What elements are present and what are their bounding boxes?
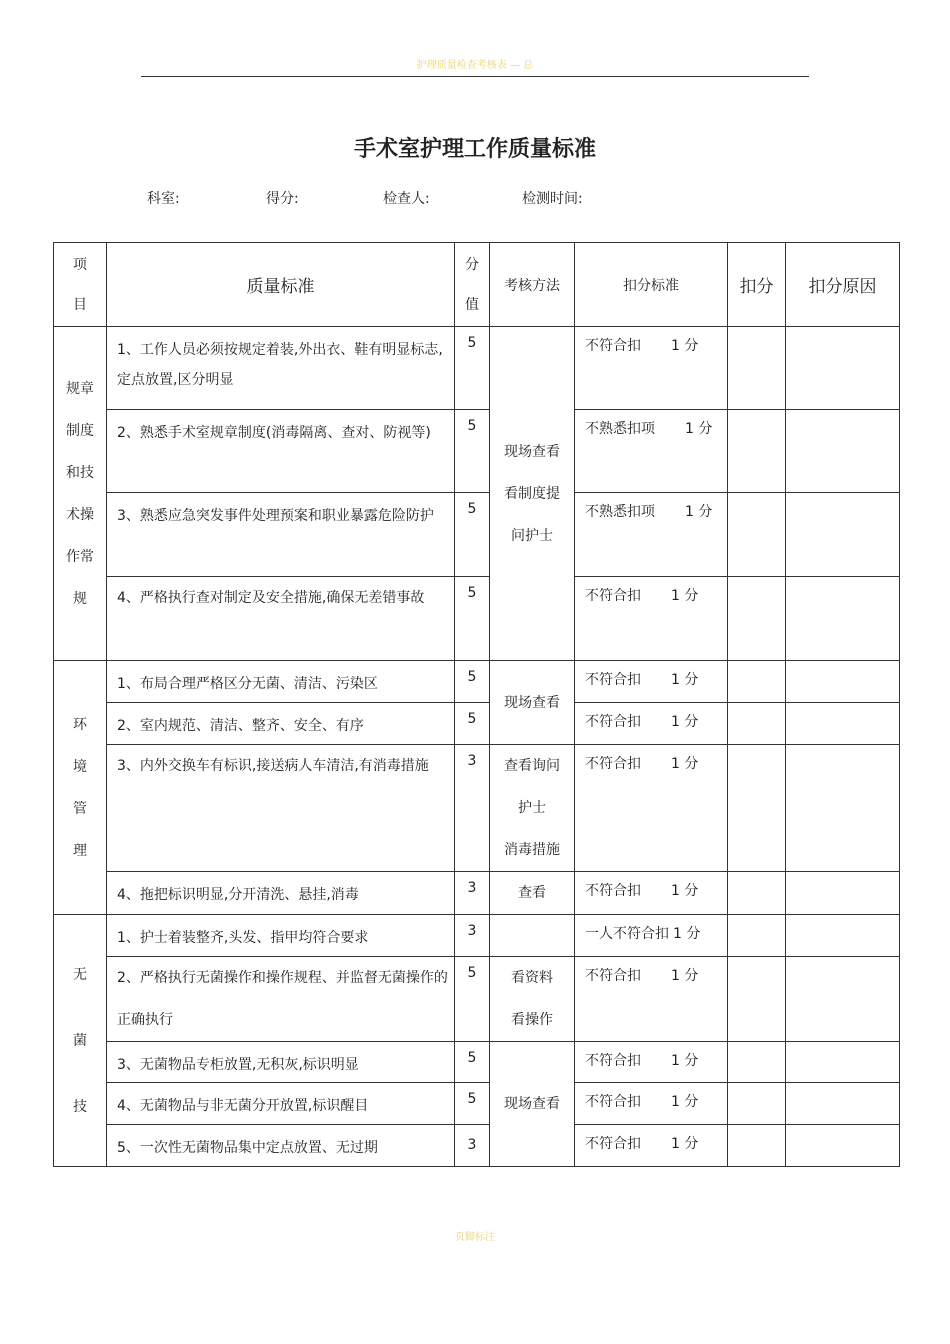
score-cell: 5 bbox=[455, 661, 490, 703]
deduct-input-cell[interactable] bbox=[728, 703, 786, 745]
table-row bbox=[54, 661, 900, 703]
header-method: 考核方法 bbox=[490, 243, 575, 327]
standard-cell: 3、熟悉应急突发事件处理预案和职业暴露危险防护 bbox=[107, 493, 455, 577]
method-cell: 查看询问 护士 消毒措施 bbox=[490, 745, 575, 872]
standard-cell: 1、护士着装整齐,头发、指甲均符合要求 bbox=[107, 915, 455, 957]
reason-input-cell[interactable] bbox=[786, 1083, 900, 1125]
table-row bbox=[54, 410, 900, 493]
reason-input-cell[interactable] bbox=[786, 703, 900, 745]
page-footer: 页脚标注 bbox=[455, 1232, 495, 1243]
category-cell: 环 境 管 理 bbox=[54, 661, 107, 915]
method-cell: 查看 bbox=[490, 872, 575, 915]
deduct-std-cell: 不符合扣 1 分 bbox=[575, 661, 728, 703]
deduct-std-cell: 不符合扣 1 分 bbox=[575, 1083, 728, 1125]
method-cell: 看资料 看操作 bbox=[490, 957, 575, 1042]
reason-input-cell[interactable] bbox=[786, 957, 900, 1042]
reason-input-cell[interactable] bbox=[786, 1042, 900, 1083]
standard-cell: 4、拖把标识明显,分开清洗、悬挂,消毒 bbox=[107, 872, 455, 915]
table-header-row bbox=[54, 243, 900, 327]
score-cell: 5 bbox=[455, 1042, 490, 1083]
running-header: 护理质量检查考核表 — 总 bbox=[416, 60, 534, 71]
header-deduct-std: 扣分标准 bbox=[575, 243, 728, 327]
deduct-std-cell: 一人不符合扣 1 分 bbox=[575, 915, 728, 957]
score-cell: 5 bbox=[455, 493, 490, 577]
deduct-std-cell: 不符合扣 1 分 bbox=[575, 327, 728, 410]
method-cell: 现场查看 看制度提 问护士 bbox=[490, 327, 575, 661]
reason-input-cell[interactable] bbox=[786, 327, 900, 410]
deduct-input-cell[interactable] bbox=[728, 957, 786, 1042]
standard-cell: 2、室内规范、清洁、整齐、安全、有序 bbox=[107, 703, 455, 745]
deduct-input-cell[interactable] bbox=[728, 872, 786, 915]
score-cell: 5 bbox=[455, 703, 490, 745]
time-label: 检测时间: bbox=[522, 191, 583, 207]
reason-input-cell[interactable] bbox=[786, 745, 900, 872]
deduct-std-cell: 不符合扣 1 分 bbox=[575, 577, 728, 661]
score-cell: 3 bbox=[455, 915, 490, 957]
deduct-std-cell: 不符合扣 1 分 bbox=[575, 703, 728, 745]
table-row bbox=[54, 577, 900, 661]
category-cell: 无 菌 技 bbox=[54, 915, 107, 1167]
deduct-input-cell[interactable] bbox=[728, 327, 786, 410]
deduct-input-cell[interactable] bbox=[728, 1042, 786, 1083]
score-cell: 3 bbox=[455, 745, 490, 872]
header-reason: 扣分原因 bbox=[786, 243, 900, 327]
method-cell: 现场查看 bbox=[490, 661, 575, 745]
deduct-std-cell: 不符合扣 1 分 bbox=[575, 745, 728, 872]
reason-input-cell[interactable] bbox=[786, 915, 900, 957]
standard-cell: 3、无菌物品专柜放置,无积灰,标识明显 bbox=[107, 1042, 455, 1083]
standard-cell: 2、严格执行无菌操作和操作规程、并监督无菌操作的正确执行 bbox=[107, 957, 455, 1042]
deduct-input-cell[interactable] bbox=[728, 661, 786, 703]
deduct-input-cell[interactable] bbox=[728, 915, 786, 957]
method-cell: 现场查看 bbox=[490, 1042, 575, 1167]
dept-label: 科室: bbox=[147, 191, 180, 207]
standard-cell: 1、布局合理严格区分无菌、清洁、污染区 bbox=[107, 661, 455, 703]
deduct-input-cell[interactable] bbox=[728, 1125, 786, 1167]
table-row bbox=[54, 1042, 900, 1083]
standard-cell: 3、内外交换车有标识,接送病人车清洁,有消毒措施 bbox=[107, 745, 455, 872]
reason-input-cell[interactable] bbox=[786, 872, 900, 915]
deduct-std-cell: 不符合扣 1 分 bbox=[575, 1042, 728, 1083]
reason-input-cell[interactable] bbox=[786, 493, 900, 577]
score-label: 得分: bbox=[266, 191, 299, 207]
table-row bbox=[54, 703, 900, 745]
standard-cell: 4、无菌物品与非无菌分开放置,标识醒目 bbox=[107, 1083, 455, 1125]
table-row bbox=[54, 1083, 900, 1125]
reason-input-cell[interactable] bbox=[786, 577, 900, 661]
deduct-std-cell: 不熟悉扣项 1 分 bbox=[575, 493, 728, 577]
table-row bbox=[54, 872, 900, 915]
deduct-input-cell[interactable] bbox=[728, 410, 786, 493]
deduct-input-cell[interactable] bbox=[728, 493, 786, 577]
header-rule bbox=[141, 76, 809, 77]
standard-cell: 5、一次性无菌物品集中定点放置、无过期 bbox=[107, 1125, 455, 1167]
header-item: 项 目 bbox=[54, 243, 107, 327]
score-cell: 5 bbox=[455, 327, 490, 410]
score-cell: 5 bbox=[455, 410, 490, 493]
table-row bbox=[54, 957, 900, 1042]
score-cell: 5 bbox=[455, 577, 490, 661]
deduct-input-cell[interactable] bbox=[728, 745, 786, 872]
standard-cell: 2、熟悉手术室规章制度(消毒隔离、查对、防视等) bbox=[107, 410, 455, 493]
reason-input-cell[interactable] bbox=[786, 410, 900, 493]
deduct-input-cell[interactable] bbox=[728, 1083, 786, 1125]
deduct-std-cell: 不符合扣 1 分 bbox=[575, 872, 728, 915]
table-row bbox=[54, 327, 900, 410]
quality-table bbox=[53, 242, 900, 1167]
inspector-label: 检查人: bbox=[383, 191, 430, 207]
deduct-std-cell: 不符合扣 1 分 bbox=[575, 957, 728, 1042]
method-cell bbox=[490, 915, 575, 957]
reason-input-cell[interactable] bbox=[786, 661, 900, 703]
score-cell: 5 bbox=[455, 1083, 490, 1125]
score-cell: 3 bbox=[455, 872, 490, 915]
table-row bbox=[54, 493, 900, 577]
deduct-std-cell: 不符合扣 1 分 bbox=[575, 1125, 728, 1167]
table-row bbox=[54, 745, 900, 872]
score-cell: 5 bbox=[455, 957, 490, 1042]
table-row bbox=[54, 1125, 900, 1167]
deduct-input-cell[interactable] bbox=[728, 577, 786, 661]
score-cell: 3 bbox=[455, 1125, 490, 1167]
page-title: 手术室护理工作质量标准 bbox=[353, 136, 596, 162]
table-row bbox=[54, 915, 900, 957]
header-score: 分 值 bbox=[455, 243, 490, 327]
reason-input-cell[interactable] bbox=[786, 1125, 900, 1167]
standard-cell: 4、严格执行查对制定及安全措施,确保无差错事故 bbox=[107, 577, 455, 661]
deduct-std-cell: 不熟悉扣项 1 分 bbox=[575, 410, 728, 493]
header-standard: 质量标准 bbox=[107, 243, 455, 327]
category-cell: 规章 制度 和技 术操 作常 规 bbox=[54, 327, 107, 661]
header-deduct: 扣分 bbox=[728, 243, 786, 327]
standard-cell: 1、工作人员必须按规定着装,外出衣、鞋有明显标志,定点放置,区分明显 bbox=[107, 327, 455, 410]
